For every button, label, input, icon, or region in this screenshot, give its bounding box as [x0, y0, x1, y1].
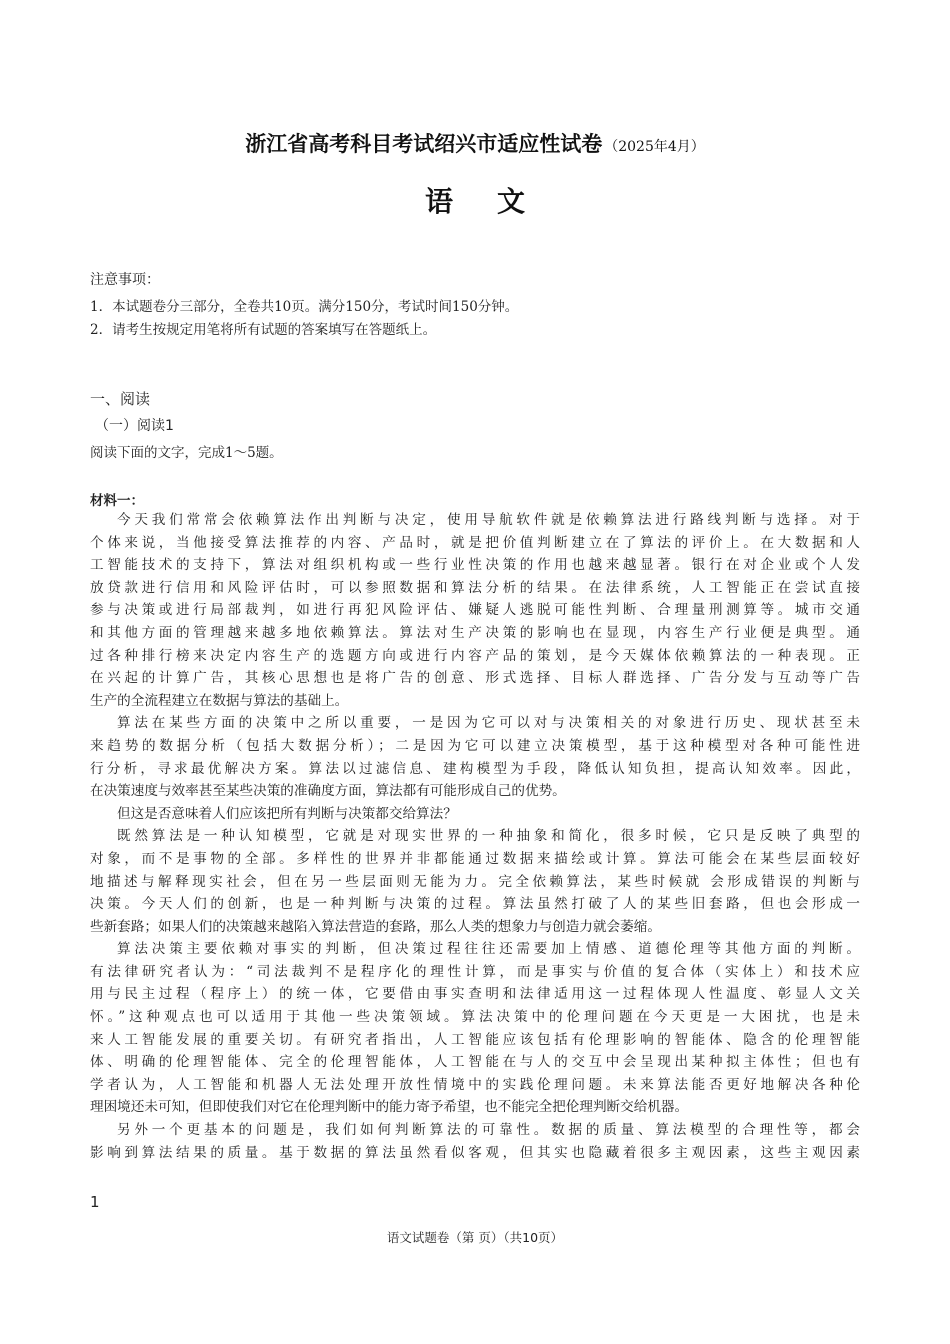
- section-title: 一、阅读: [90, 390, 151, 408]
- notice-item: 1．本试题卷分三部分，全卷共10页。满分150分，考试时间150分钟。: [90, 299, 519, 315]
- section-intro: 阅读下面的文字，完成1～5题。: [90, 445, 283, 461]
- exam-title-text: 浙江省高考科目考试绍兴市适应性试卷: [245, 131, 603, 156]
- text-line: 行分析，寻求最优解决方案。算法以过滤信息、建构模型为手段，降低认知负担，提高认知效率。因此，: [90, 760, 860, 777]
- text-line: 怀。”这种观点也可以适用于其他一些决策领域。算法决策中的伦理问题在今天更是一大困扰，也是未: [90, 1009, 860, 1026]
- text-line: 和其他方面的管理越来越多地依赖算法。算法对生产决策的影响也在显现，内容生产行业便是典型。通: [90, 624, 860, 641]
- text-line: 个体来说，当他接受算法推荐的内容、产品时，就是把价值判断建立在了算法的评价上。在大数据和人: [90, 534, 860, 551]
- text-line: 另外一个更基本的问题是，我们如何判断算法的可靠性。数据的质量、算法模型的合理性等，都会: [117, 1122, 860, 1139]
- text-line: 理困境还未可知，但即使我们对它在伦理判断中的能力寄予希望，也不能完全把伦理判断交给机器。: [90, 1099, 689, 1116]
- exam-date: （2025年4月）: [604, 139, 705, 155]
- text-line: 放贷款进行信用和风险评估时，可以参照数据和算法分析的结果。在法律系统，人工智能正在尝试直接: [90, 579, 860, 596]
- text-line: 体、明确的伦理智能体、完全的伦理智能体，人工智能在与人的交互中会呈现出某种拟主体性；但也有: [90, 1054, 860, 1071]
- subject-heading: 语文: [424, 185, 569, 218]
- notice-heading: 注意事项：: [90, 272, 160, 288]
- text-line: 算法在某些方面的决策中之所以重要，一是因为它可以对与决策相关的对象进行历史、现状甚至未: [117, 715, 860, 732]
- text-line: 地描述与解释现实社会，但在另一些层面则无能为力。完全依赖算法，某些时候就 会形成错误的判断与: [90, 873, 860, 890]
- text-line: 来趋势的数据分析（包括大数据分析）；二是因为它可以建立决策模型，基于这种模型对各种可能性进: [90, 737, 860, 754]
- material-label: 材料一：: [90, 493, 144, 509]
- exam-title: [0, 128, 950, 158]
- section-subtitle: （一）阅读1: [95, 418, 174, 434]
- material-body: [90, 509, 860, 1164]
- notice-item: 2．请考生按规定用笔将所有试题的答案填写在答题纸上。: [90, 322, 437, 338]
- text-line: 影响到算法结果的质量。基于数据的算法虽然看似客观，但其实也隐藏着很多主观因素，这些主观因素: [90, 1144, 860, 1161]
- text-line: 学者认为，人工智能和机器人无法处理开放性情境中的实践伦理问题。未来算法能否更好地解决各种伦: [90, 1076, 860, 1093]
- text-line: 但这是否意味着人们应该把所有判断与决策都交给算法？: [117, 805, 457, 822]
- text-line: 在兴起的计算广告，其核心思想也是将广告的创意、形式选择、目标人群选择、广告分发与互动等广告: [90, 670, 860, 687]
- text-line: 些新套路；如果人们的决策越来越陷入算法营造的套路，那么人类的想象力与创造力就会萎缩。: [90, 918, 661, 935]
- page-footer: 语文试题卷（第 页）（共10页）: [386, 1230, 564, 1245]
- text-line: 决策。今天人们的创新，也是一种判断与决策的过程。算法虽然打破了人的某些旧套路，但也会形成一: [90, 896, 860, 913]
- text-line: 参与决策或进行局部裁判，如进行再犯风险评估、嫌疑人逃脱可能性判断、合理量刑测算等。城市交通: [90, 602, 860, 619]
- text-line: 对象，而不是事物的全部。多样性的世界并非都能通过数据来描绘或计算。算法可能会在某些层面较好: [90, 850, 860, 867]
- text-line: 今天我们常常会依赖算法作出判断与决定，使用导航软件就是依赖算法进行路线判断与选择。对于: [117, 512, 860, 528]
- text-line: 生产的全流程建立在数据与算法的基础上。: [90, 692, 349, 709]
- text-line: 过各种排行榜来决定内容生产的选题方向或进行内容产品的策划，是今天媒体依赖算法的一种表现。正: [90, 647, 860, 664]
- text-line: 在决策速度与效率甚至某些决策的准确度方面，算法都有可能形成自己的优势。: [90, 783, 566, 800]
- text-line: 工智能技术的支持下，算法对组织机构或一些行业性决策的作用也越来越显著。银行在对企业或个人发: [90, 557, 860, 574]
- text-line: 算法决策主要依赖对事实的判断，但决策过程往往还需要加上情感、道德伦理等其他方面的判断。: [117, 941, 860, 958]
- text-line: 既然算法是一种认知模型，它就是对现实世界的一种抽象和简化，很多时候，它只是反映了典型的: [117, 828, 860, 845]
- text-line: 用与民主过程（程序上）的统一体，它要借由事实查明和法律适用这一过程体现人性温度、彰显人文关: [90, 986, 860, 1003]
- text-line: 有法律研究者认为：“司法裁判不是程序化的理性计算，而是事实与价值的复合体（实体上）和技术应: [90, 963, 860, 980]
- page-number: 1: [90, 1193, 100, 1211]
- text-line: 来人工智能发展的重要关切。有研究者指出，人工智能应该包括有伦理影响的智能体、隐含的伦理智能: [90, 1031, 860, 1048]
